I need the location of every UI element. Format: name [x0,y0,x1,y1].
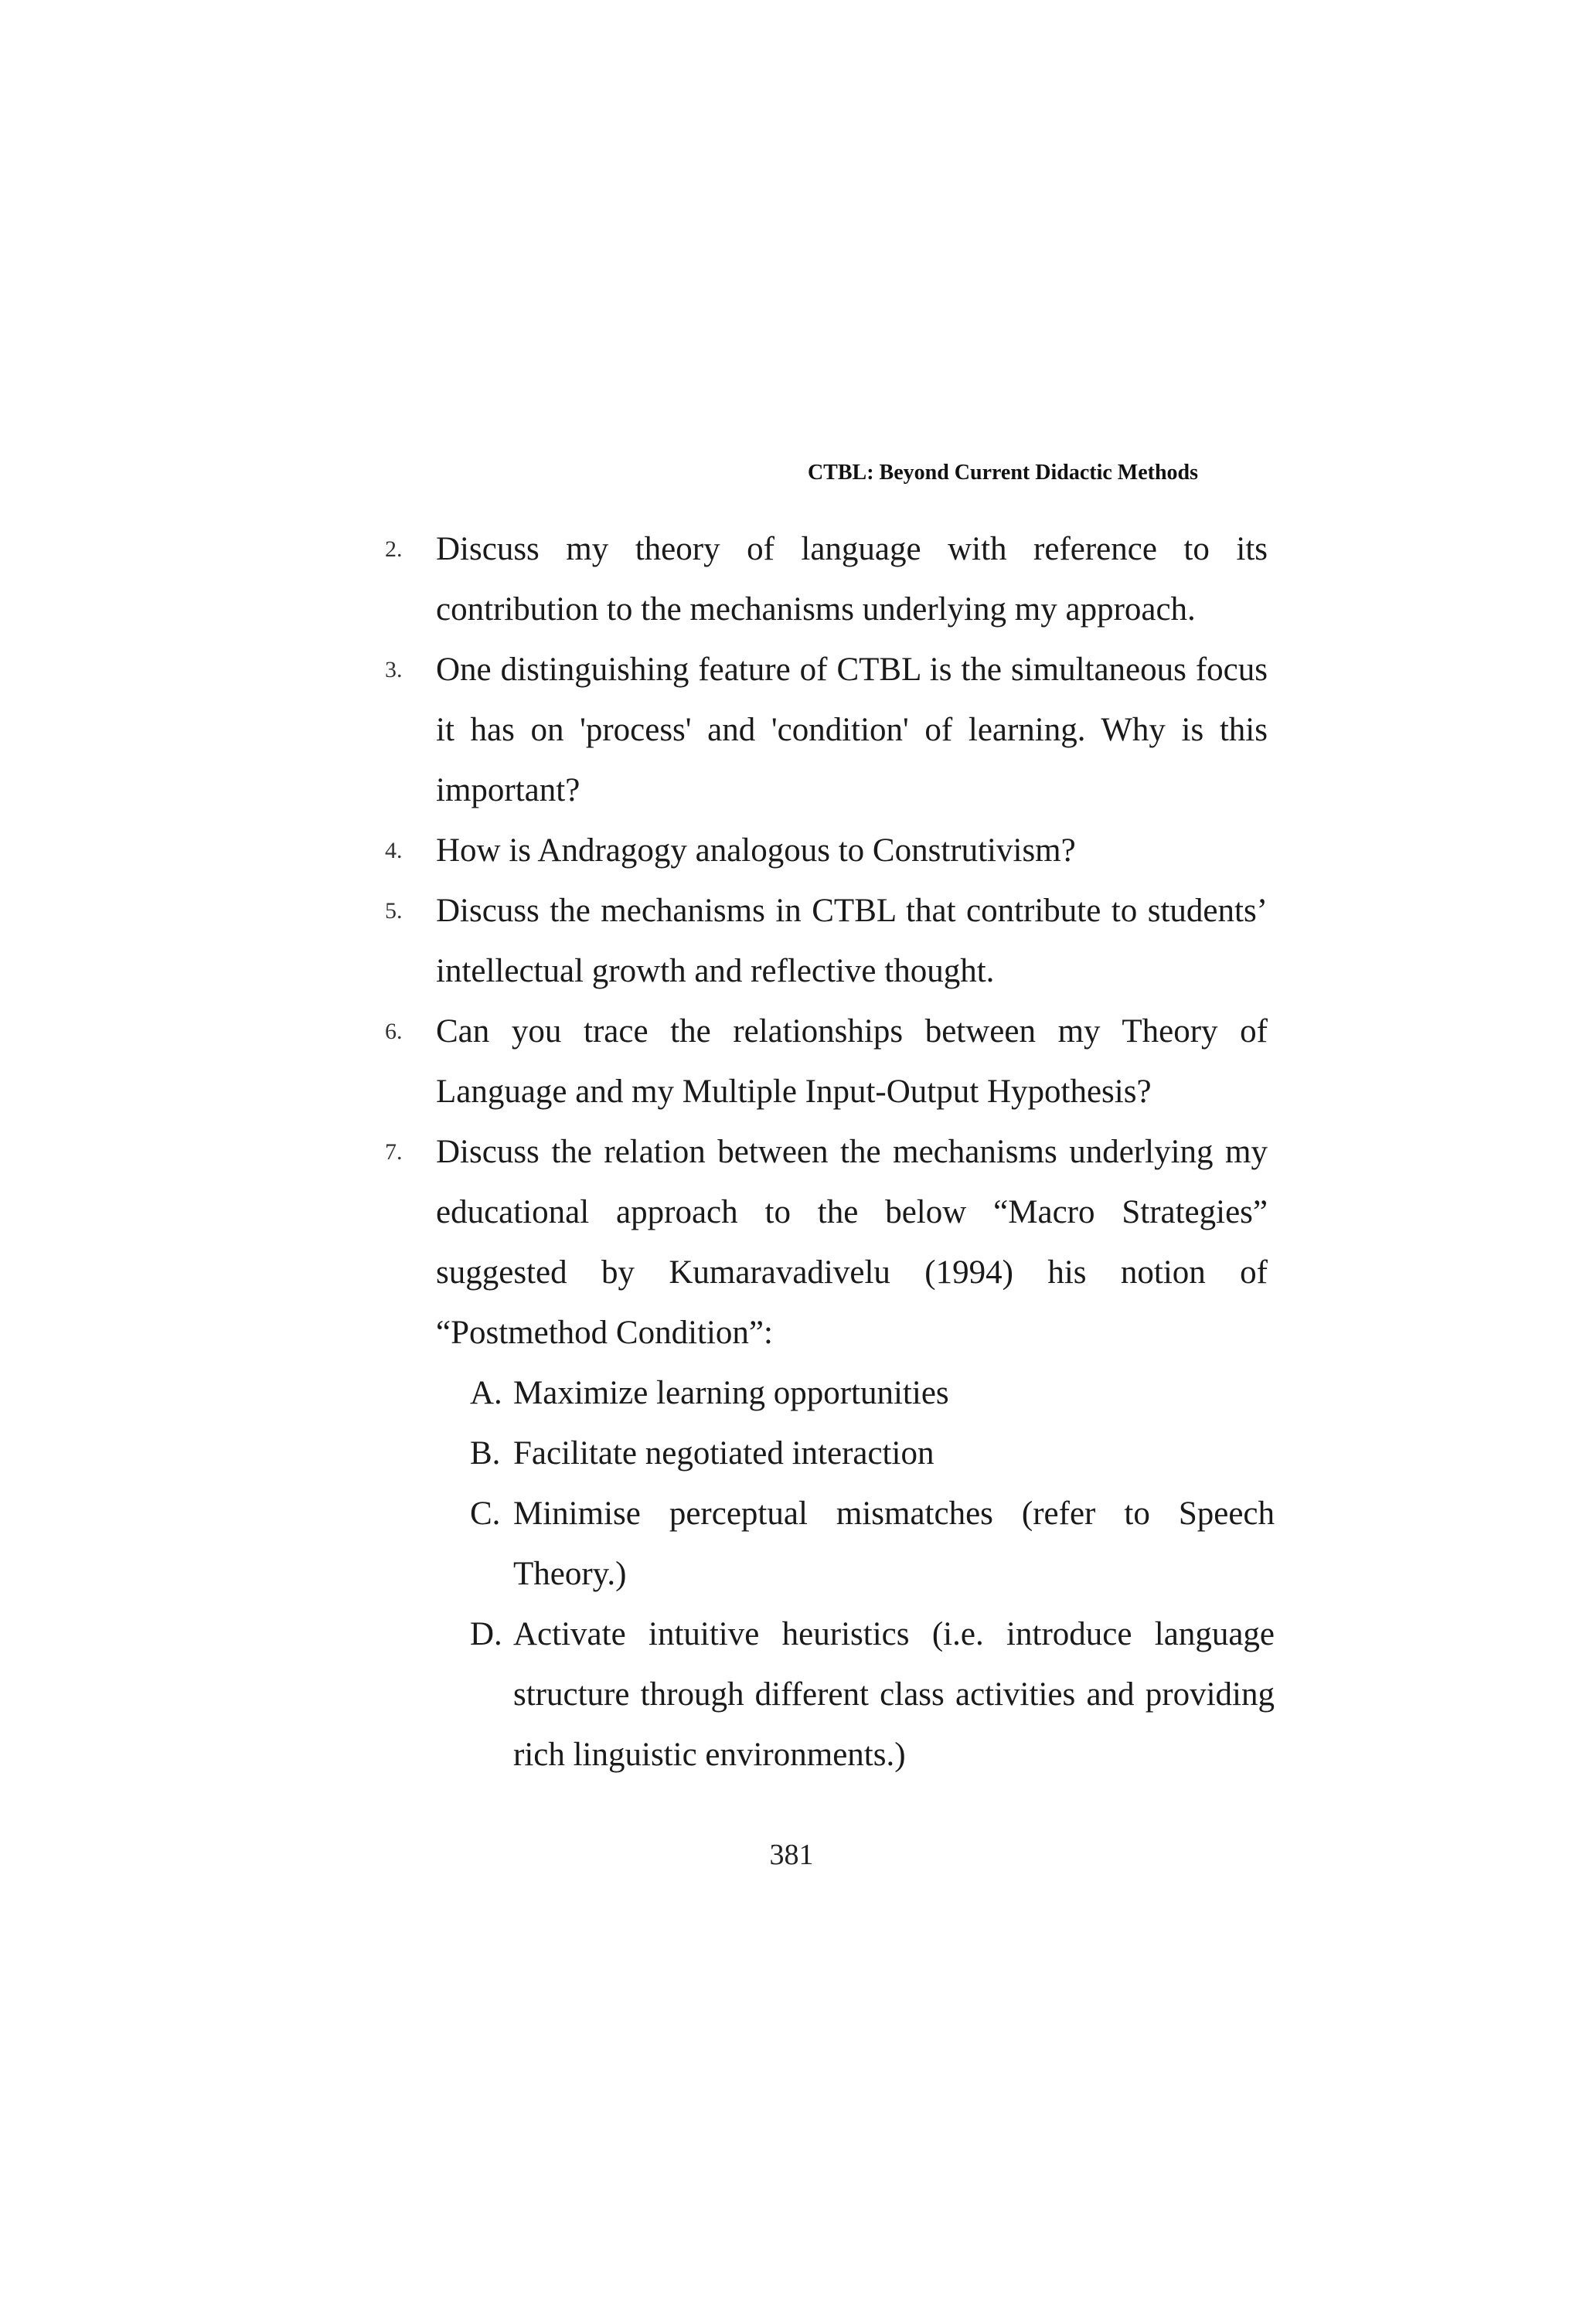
macro-strategy-item [470,1363,1275,1424]
sub-item-text: Activate intuitive heuristics (i.e. introduce language structure through different class activities and providing rich linguistic environments.) [513,1616,1275,1773]
question-text: Discuss the relation between the mechanisms underlying my educational approach to the below “Macro Strategies” suggested by Kumaravadivelu (1994) his notion of “Postmethod Condition”: [436,1134,1268,1351]
sub-item-text: Facilitate negotiated interaction [513,1435,934,1472]
question-item [379,640,1268,821]
question-item [379,821,1268,881]
question-number: 2. [385,536,403,562]
running-header: CTBL: Beyond Current Didactic Methods [807,461,1198,485]
macro-strategies-list [436,1363,1275,1785]
question-item [379,881,1268,1002]
question-item [379,1122,1275,1785]
question-text: How is Andragogy analogous to Construtivism? [436,832,1076,869]
sub-item-letter: C. [470,1495,501,1532]
question-number: 4. [385,838,403,863]
sub-item-text: Minimise perceptual mismatches (refer to Speech Theory.) [513,1495,1275,1592]
sub-item-text: Maximize learning opportunities [513,1375,949,1411]
macro-strategy-item [470,1484,1275,1604]
question-item [379,519,1268,640]
page-number: 381 [769,1839,814,1871]
question-number: 3. [385,657,403,682]
sub-item-letter: D. [470,1616,502,1652]
question-item [379,1002,1268,1122]
question-text: Discuss the mechanisms in CTBL that contribute to students’ intellectual growth and reflective thought. [436,893,1268,989]
sub-item-letter: A. [470,1375,502,1411]
macro-strategy-item [470,1604,1275,1785]
question-number: 5. [385,898,403,924]
question-number: 7. [385,1139,403,1165]
question-list [379,519,1275,1785]
question-text: Can you trace the relationships between my Theory of Language and my Multiple Input-Output Hypothesis? [436,1013,1268,1110]
sub-item-letter: B. [470,1435,501,1472]
question-text: Discuss my theory of language with reference to its contribution to the mechanisms underlying my approach. [436,531,1268,628]
question-number: 6. [385,1019,403,1044]
macro-strategy-item [470,1424,1275,1484]
question-text: One distinguishing feature of CTBL is the simultaneous focus it has on 'process' and 'condition' of learning. Why is this important? [436,652,1268,808]
